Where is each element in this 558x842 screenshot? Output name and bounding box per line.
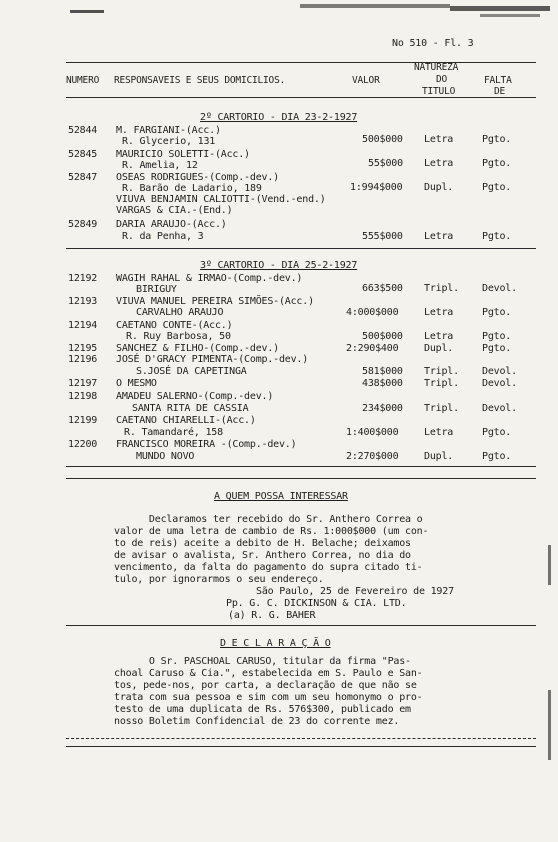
- row-falta: Pgto.: [482, 451, 512, 462]
- notice-signature: Pp. G. C. DICKINSON & CIA. LTD.: [226, 598, 407, 609]
- row-responsavel: JOSÉ D'GRACY PIMENTA-(Comp.-dev.): [116, 354, 309, 365]
- row-responsavel: VIUVA MANUEL PEREIRA SIMÕES-(Acc.): [116, 296, 314, 307]
- row-natureza: Dupl.: [424, 343, 454, 354]
- header-valor: VALOR: [352, 75, 380, 86]
- notice-line: Declaramos ter recebido do Sr. Anthero Correa o: [114, 514, 423, 525]
- section-title: 2º CARTORIO - DIA 23-2-1927: [200, 112, 358, 123]
- table-bottom-rule: [66, 466, 536, 467]
- declaration-line: tos, pede-nos, por carta, a declaração de que não se: [114, 680, 417, 691]
- row-valor: 555$000: [362, 231, 403, 242]
- row-responsavel: DARIA ARAUJO-(Acc.): [116, 219, 227, 230]
- row-valor: 234$000: [362, 403, 403, 414]
- row-responsavel: O MESMO: [116, 378, 157, 389]
- row-domicilio: R. Amelia, 12: [122, 160, 198, 171]
- row-domicilio: R. Ruy Barbosa, 50: [126, 331, 231, 342]
- row-responsavel: CAETANO CONTE-(Acc.): [116, 320, 233, 331]
- scan-smudge: [450, 6, 550, 11]
- declaration-line: testo de uma duplicata de Rs. 576$300, publicado em: [114, 704, 411, 715]
- notice-line: de avisar o avalista, Sr. Anthero Correa, no dia do: [114, 550, 411, 561]
- row-responsavel: OSEAS RODRIGUES-(Comp.-dev.): [116, 172, 279, 183]
- row-domicilio: S.JOSÉ DA CAPETINGA: [136, 366, 247, 377]
- section-divider: [66, 248, 536, 249]
- row-number: 12196: [68, 354, 98, 365]
- row-number: 12193: [68, 296, 98, 307]
- row-natureza: Dupl.: [424, 451, 454, 462]
- page-reference: No 510 - Fl. 3: [392, 38, 474, 49]
- row-number: 52847: [68, 172, 98, 183]
- row-valor: 500$000: [362, 134, 403, 145]
- notice-line: to de reis) aceite a debito de H. Belache; deixamos: [114, 538, 411, 549]
- row-natureza: Tripl.: [424, 283, 459, 294]
- notice-title: A QUEM POSSA INTERESSAR: [214, 491, 348, 502]
- header-bottom-rule: [66, 97, 536, 98]
- row-number: 12200: [68, 439, 98, 450]
- row-natureza: Letra: [424, 427, 454, 438]
- row-natureza: Tripl.: [424, 378, 459, 389]
- row-natureza: Letra: [424, 231, 454, 242]
- scan-smudge: [70, 10, 104, 13]
- footer-rule: [66, 746, 536, 747]
- row-number: 12192: [68, 273, 98, 284]
- row-number: 12199: [68, 415, 98, 426]
- row-natureza: Tripl.: [424, 366, 459, 377]
- margin-mark: [548, 545, 551, 585]
- declaration-line: O Sr. PASCHOAL CARUSO, titular da firma "Pas-: [114, 656, 411, 667]
- row-natureza: Letra: [424, 158, 454, 169]
- header-top-rule: [66, 62, 536, 63]
- row-domicilio: SANTA RITA DE CASSIA: [132, 403, 249, 414]
- row-falta: Devol.: [482, 403, 517, 414]
- row-valor: 2:270$000: [346, 451, 399, 462]
- row-natureza: Letra: [424, 134, 454, 145]
- row-valor: 663$500: [362, 283, 403, 294]
- header-natureza-do: DO: [436, 74, 448, 85]
- header-falta-de: DE: [494, 86, 506, 97]
- row-domicilio: BIRIGUY: [136, 284, 177, 295]
- notice-line: tulo, por ignorarmos o seu endereço.: [114, 574, 324, 585]
- header-natureza: NATUREZA: [414, 62, 459, 73]
- scan-smudge: [480, 14, 540, 17]
- row-falta: Pgto.: [482, 331, 512, 342]
- notice-date: São Paulo, 25 de Fevereiro de 1927: [256, 586, 454, 597]
- row-number: 52845: [68, 149, 98, 160]
- row-falta: Pgto.: [482, 427, 512, 438]
- notice-signer: (a) R. G. BAHER: [228, 610, 316, 621]
- scan-smudge: [300, 4, 450, 8]
- row-number: 12197: [68, 378, 98, 389]
- table-bottom-rule: [66, 478, 536, 479]
- row-domicilio: R. da Penha, 3: [122, 231, 204, 242]
- header-natureza-titulo: TITULO: [422, 86, 456, 97]
- row-valor: 500$000: [362, 331, 403, 342]
- row-responsavel: FRANCISCO MOREIRA -(Comp.-dev.): [116, 439, 297, 450]
- row-responsavel: SANCHEZ & FILHO-(Comp.-dev.): [116, 343, 279, 354]
- row-natureza: Dupl.: [424, 182, 454, 193]
- row-falta: Pgto.: [482, 231, 512, 242]
- row-number: 12198: [68, 391, 98, 402]
- row-responsavel: CAETANO CHIARELLI-(Acc.): [116, 415, 256, 426]
- header-falta: FALTA: [484, 75, 512, 86]
- row-valor: 438$000: [362, 378, 403, 389]
- row-falta: Pgto.: [482, 182, 512, 193]
- row-natureza: Letra: [424, 331, 454, 342]
- row-valor: 1:994$000: [350, 182, 403, 193]
- row-endossante: VIUVA BENJAMIN CALIOTTI-(Vend.-end.): [116, 194, 326, 205]
- row-falta: Pgto.: [482, 307, 512, 318]
- row-number: 52849: [68, 219, 98, 230]
- header-responsaveis: RESPONSAVEIS E SEUS DOMICILIOS.: [114, 75, 286, 86]
- row-valor: 1:400$000: [346, 427, 399, 438]
- row-falta: Devol.: [482, 366, 517, 377]
- row-responsavel: WAGIH RAHAL & IRMAO-(Comp.-dev.): [116, 273, 303, 284]
- row-responsavel: AMADEU SALERNO-(Comp.-dev.): [116, 391, 274, 402]
- notice-divider: [66, 625, 536, 626]
- row-valor: 55$000: [368, 158, 403, 169]
- row-falta: Devol.: [482, 378, 517, 389]
- row-falta: Pgto.: [482, 343, 512, 354]
- row-valor: 4:000$000: [346, 307, 399, 318]
- footer-rule: [66, 738, 536, 739]
- row-domicilio: R. Tamandaré, 158: [124, 427, 223, 438]
- row-valor: 2:290$400: [346, 343, 399, 354]
- notice-line: vencimento, da falta do pagamento do supra citado ti-: [114, 562, 423, 573]
- declaration-title: D E C L A R A Ç Ã O: [220, 638, 331, 649]
- row-number: 12194: [68, 320, 98, 331]
- row-falta: Devol.: [482, 283, 517, 294]
- declaration-line: choal Caruso & Cia.", estabelecida em S. Paulo e San-: [114, 668, 423, 679]
- margin-mark: [548, 690, 551, 760]
- notice-line: valor de uma letra de cambio de Rs. 1:000$000 (um con-: [114, 526, 429, 537]
- section-title: 3º CARTORIO - DIA 25-2-1927: [200, 260, 358, 271]
- header-numero: NUMERO: [66, 75, 100, 86]
- row-natureza: Letra: [424, 307, 454, 318]
- row-domicilio: CARVALHO ARAUJO: [136, 307, 224, 318]
- row-domicilio: R. Barão de Ladario, 189: [122, 183, 262, 194]
- declaration-line: trata com sua pessoa e sim com um seu homonymo o pro-: [114, 692, 423, 703]
- row-falta: Pgto.: [482, 158, 512, 169]
- row-number: 12195: [68, 343, 98, 354]
- row-valor: 581$000: [362, 366, 403, 377]
- row-natureza: Tripl.: [424, 403, 459, 414]
- declaration-line: nosso Boletim Confidencial de 23 do corrente mez.: [114, 716, 400, 727]
- row-endossatario: VARGAS & CIA.-(End.): [116, 205, 233, 216]
- row-responsavel: MAURICIO SOLETTI-(Acc.): [116, 149, 250, 160]
- row-falta: Pgto.: [482, 134, 512, 145]
- row-domicilio: R. Glycerio, 131: [122, 136, 216, 147]
- row-domicilio: MUNDO NOVO: [136, 451, 195, 462]
- row-number: 52844: [68, 125, 98, 136]
- row-responsavel: M. FARGIANI-(Acc.): [116, 125, 221, 136]
